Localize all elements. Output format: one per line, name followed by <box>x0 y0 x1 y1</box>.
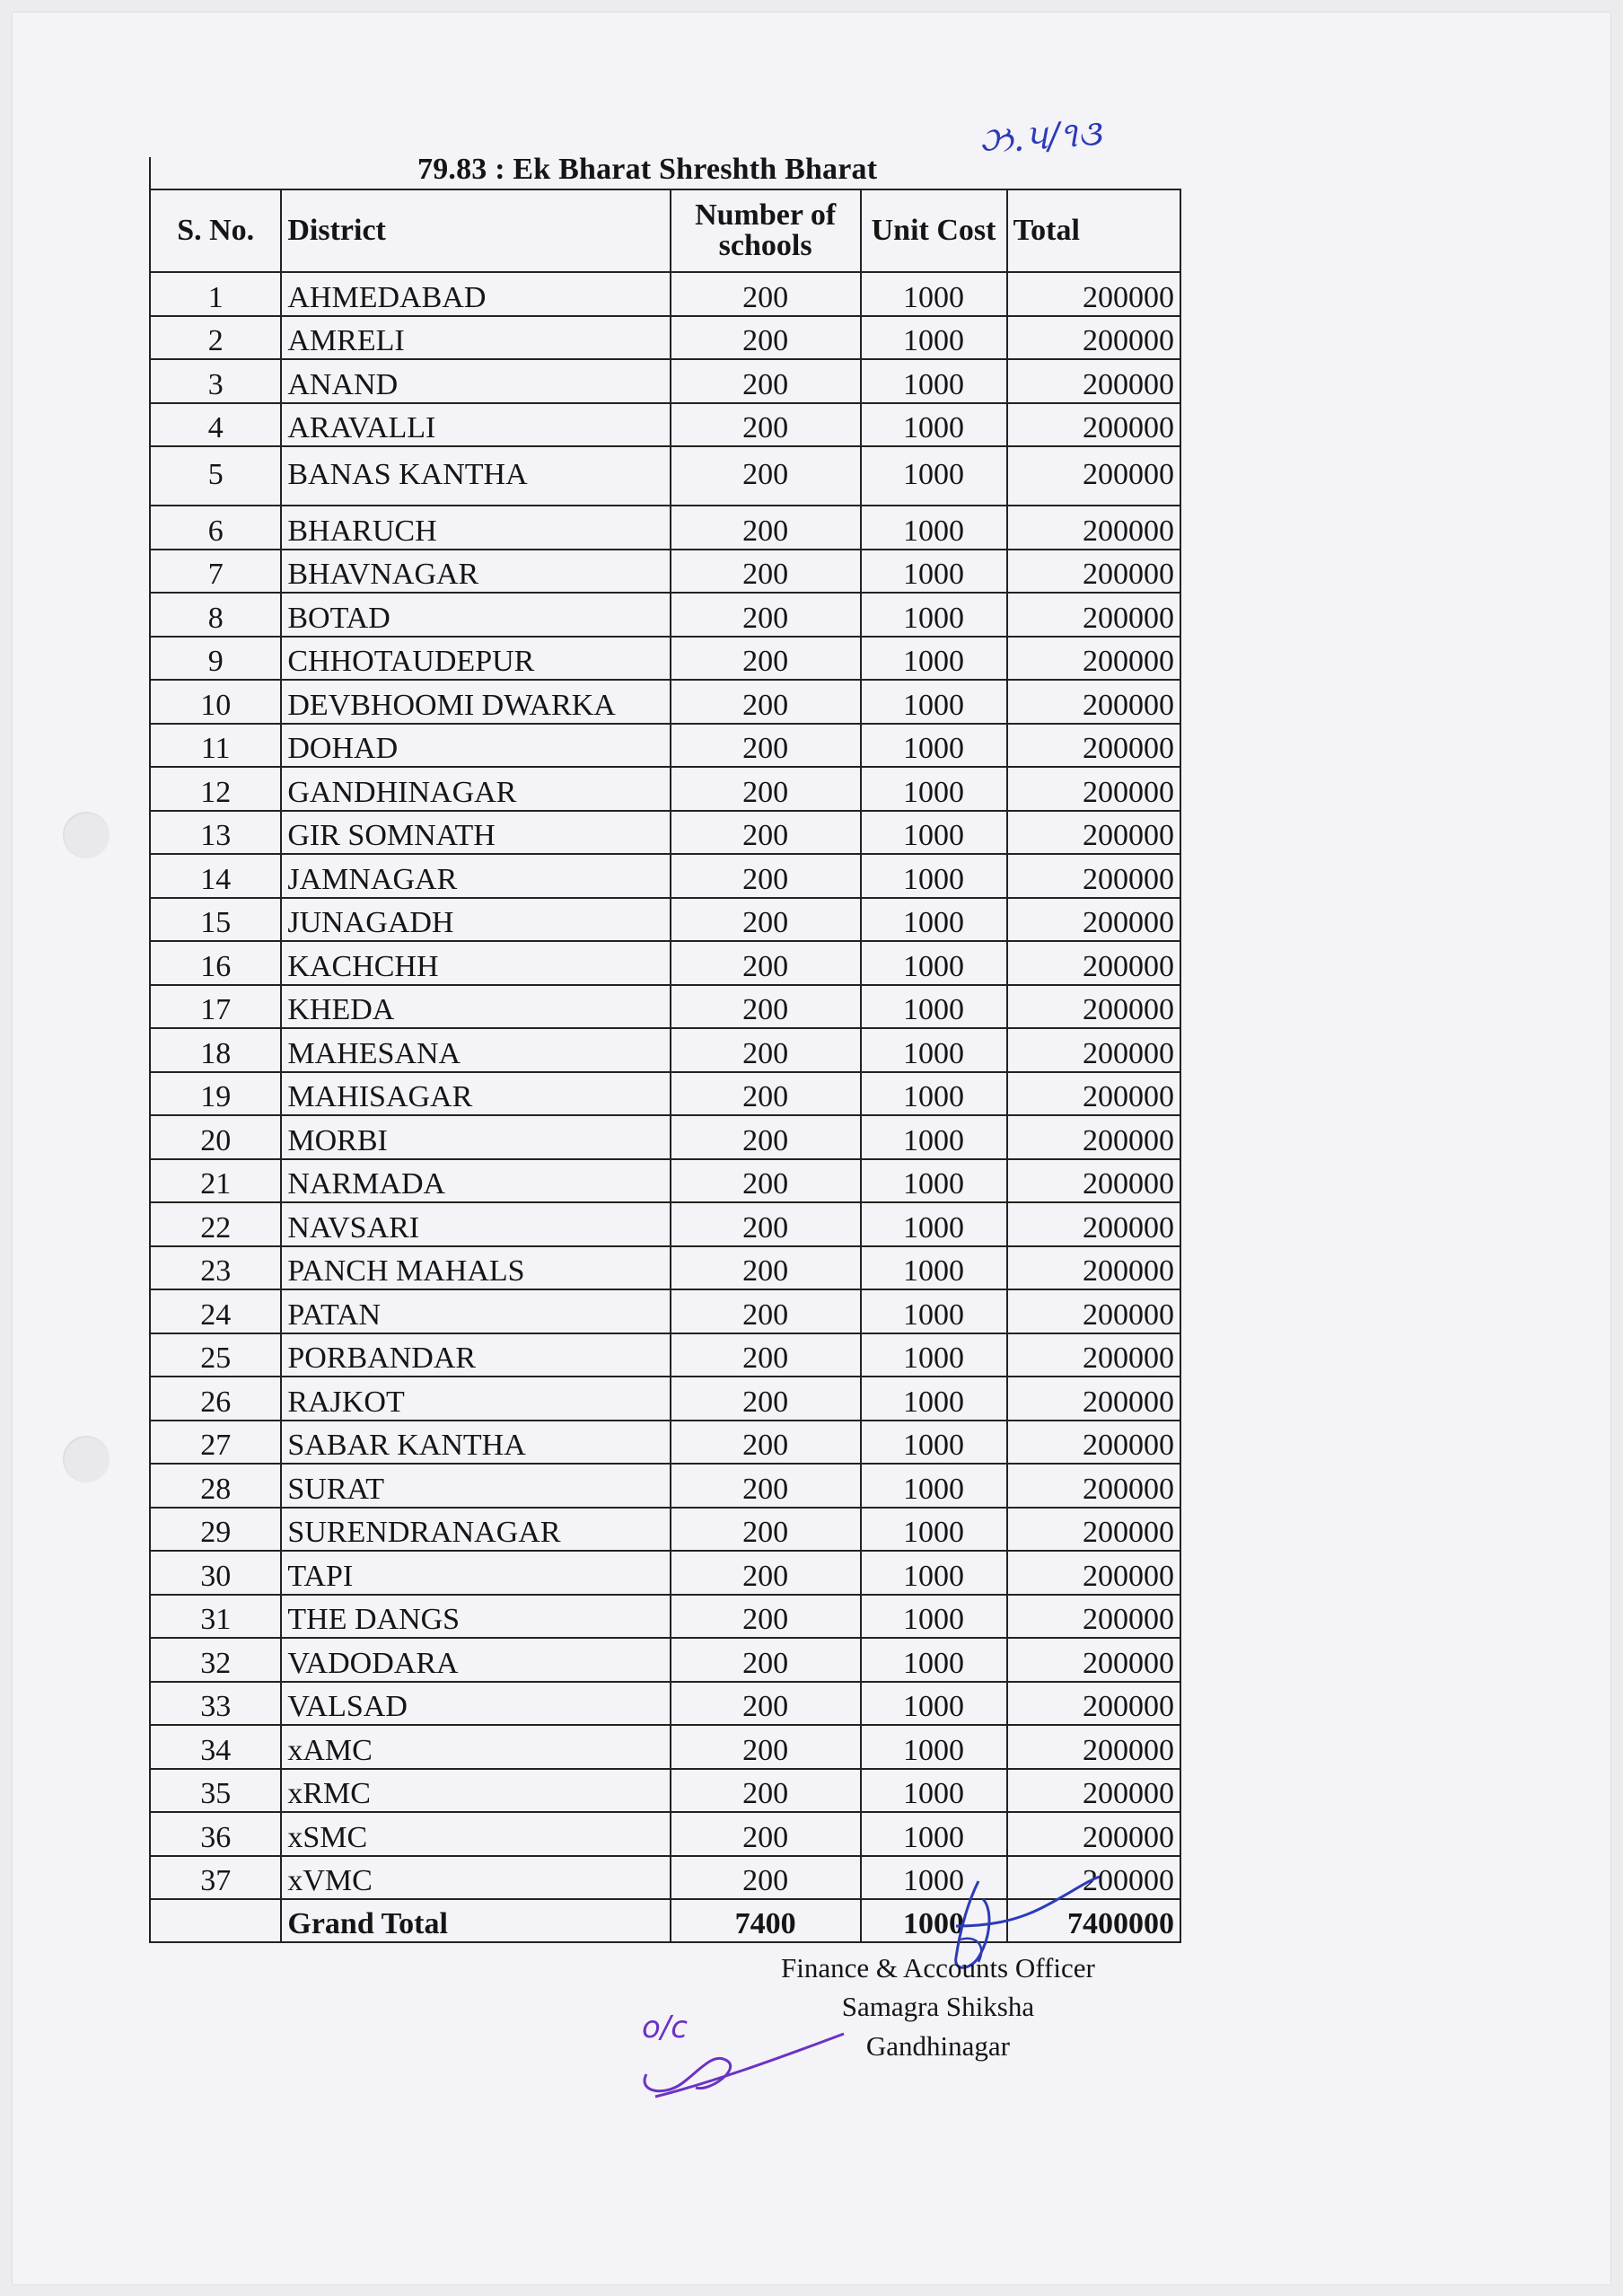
row-district: KHEDA <box>281 985 670 1029</box>
row-unit-cost: 1000 <box>861 1508 1007 1552</box>
row-total: 200000 <box>1007 1072 1180 1116</box>
initials-signature <box>628 2011 862 2110</box>
row-unit-cost: 1000 <box>861 359 1007 403</box>
row-unit-cost: 1000 <box>861 403 1007 447</box>
row-schools: 200 <box>671 637 861 681</box>
row-sno: 30 <box>150 1551 281 1595</box>
row-total: 200000 <box>1007 1202 1180 1246</box>
row-sno: 2 <box>150 316 281 360</box>
punch-hole-bottom <box>63 1436 110 1482</box>
row-sno: 6 <box>150 506 281 550</box>
row-total: 200000 <box>1007 1028 1180 1072</box>
row-sno: 8 <box>150 593 281 637</box>
row-unit-cost: 1000 <box>861 1289 1007 1333</box>
grand-total-sno-cell <box>150 1899 281 1942</box>
row-unit-cost: 1000 <box>861 1682 1007 1726</box>
table-row <box>150 854 1180 898</box>
row-district: NAVSARI <box>281 1202 670 1246</box>
table-row <box>150 1377 1180 1421</box>
row-district: ARAVALLI <box>281 403 670 447</box>
table-row <box>150 593 1180 637</box>
row-schools: 200 <box>671 811 861 855</box>
row-total: 200000 <box>1007 941 1180 985</box>
row-total: 200000 <box>1007 1769 1180 1813</box>
row-schools: 200 <box>671 359 861 403</box>
row-sno: 27 <box>150 1421 281 1465</box>
header-total: Total <box>1007 189 1180 272</box>
grand-total-schools: 7400 <box>671 1899 861 1942</box>
row-district: MAHESANA <box>281 1028 670 1072</box>
row-schools: 200 <box>671 1856 861 1900</box>
row-schools: 200 <box>671 446 861 506</box>
table-row <box>150 1551 1180 1595</box>
row-total: 200000 <box>1007 724 1180 768</box>
row-sno: 23 <box>150 1246 281 1290</box>
row-total: 200000 <box>1007 637 1180 681</box>
row-schools: 200 <box>671 767 861 811</box>
row-total: 200000 <box>1007 1421 1180 1465</box>
row-unit-cost: 1000 <box>861 550 1007 594</box>
row-total: 200000 <box>1007 1638 1180 1682</box>
row-sno: 5 <box>150 446 281 506</box>
row-total: 200000 <box>1007 1377 1180 1421</box>
row-schools: 200 <box>671 1551 861 1595</box>
row-unit-cost: 1000 <box>861 593 1007 637</box>
row-sno: 11 <box>150 724 281 768</box>
row-unit-cost: 1000 <box>861 854 1007 898</box>
row-schools: 200 <box>671 854 861 898</box>
table-row <box>150 1115 1180 1159</box>
document-title: 79.83 : Ek Bharat Shreshth Bharat <box>417 153 878 186</box>
header-number-of-schools: Number of schools <box>671 189 861 272</box>
row-unit-cost: 1000 <box>861 1464 1007 1508</box>
row-district: DOHAD <box>281 724 670 768</box>
row-total: 200000 <box>1007 1856 1180 1900</box>
row-unit-cost: 1000 <box>861 1115 1007 1159</box>
row-schools: 200 <box>671 941 861 985</box>
row-sno: 4 <box>150 403 281 447</box>
row-schools: 200 <box>671 403 861 447</box>
handwritten-initials-note: o/c <box>642 2010 688 2045</box>
officer-organisation: Samagra Shiksha <box>841 1991 1035 2023</box>
row-unit-cost: 1000 <box>861 506 1007 550</box>
table-row <box>150 680 1180 724</box>
grand-total-unit-cost: 1000 <box>861 1899 1007 1942</box>
row-unit-cost: 1000 <box>861 985 1007 1029</box>
row-sno: 15 <box>150 898 281 942</box>
row-district: TAPI <box>281 1551 670 1595</box>
table-row <box>150 506 1180 550</box>
table-row <box>150 272 1180 316</box>
row-district: BHAVNAGAR <box>281 550 670 594</box>
row-unit-cost: 1000 <box>861 1725 1007 1769</box>
row-unit-cost: 1000 <box>861 1812 1007 1856</box>
row-sno: 32 <box>150 1638 281 1682</box>
row-total: 200000 <box>1007 898 1180 942</box>
table-row <box>150 811 1180 855</box>
row-total: 200000 <box>1007 1812 1180 1856</box>
row-sno: 31 <box>150 1595 281 1639</box>
row-sno: 18 <box>150 1028 281 1072</box>
row-sno: 13 <box>150 811 281 855</box>
row-district: DEVBHOOMI DWARKA <box>281 680 670 724</box>
table-row <box>150 1289 1180 1333</box>
row-unit-cost: 1000 <box>861 1551 1007 1595</box>
row-sno: 24 <box>150 1289 281 1333</box>
row-schools: 200 <box>671 1246 861 1290</box>
row-sno: 19 <box>150 1072 281 1116</box>
row-schools: 200 <box>671 272 861 316</box>
row-sno: 3 <box>150 359 281 403</box>
row-district: VALSAD <box>281 1682 670 1726</box>
row-schools: 200 <box>671 1682 861 1726</box>
table-body <box>150 272 1180 1899</box>
table-row <box>150 1595 1180 1639</box>
row-sno: 36 <box>150 1812 281 1856</box>
header-district: District <box>281 189 670 272</box>
row-sno: 26 <box>150 1377 281 1421</box>
row-total: 200000 <box>1007 1595 1180 1639</box>
row-district: JAMNAGAR <box>281 854 670 898</box>
row-district: SABAR KANTHA <box>281 1421 670 1465</box>
row-district: PORBANDAR <box>281 1333 670 1377</box>
row-district: xRMC <box>281 1769 670 1813</box>
row-total: 200000 <box>1007 1725 1180 1769</box>
row-district: ANAND <box>281 359 670 403</box>
row-schools: 200 <box>671 724 861 768</box>
table-row <box>150 1682 1180 1726</box>
row-sno: 10 <box>150 680 281 724</box>
row-district: GANDHINAGAR <box>281 767 670 811</box>
row-sno: 20 <box>150 1115 281 1159</box>
row-total: 200000 <box>1007 1115 1180 1159</box>
row-unit-cost: 1000 <box>861 1377 1007 1421</box>
table-row <box>150 941 1180 985</box>
table-row <box>150 1508 1180 1552</box>
table-row <box>150 1725 1180 1769</box>
table-row <box>150 1333 1180 1377</box>
grand-total-amount: 7400000 <box>1007 1899 1180 1942</box>
row-schools: 200 <box>671 1333 861 1377</box>
row-total: 200000 <box>1007 272 1180 316</box>
row-district: RAJKOT <box>281 1377 670 1421</box>
row-sno: 37 <box>150 1856 281 1900</box>
header-unit-cost: Unit Cost <box>861 189 1007 272</box>
row-unit-cost: 1000 <box>861 1856 1007 1900</box>
row-unit-cost: 1000 <box>861 941 1007 985</box>
row-total: 200000 <box>1007 1682 1180 1726</box>
row-district: KACHCHH <box>281 941 670 985</box>
row-unit-cost: 1000 <box>861 1769 1007 1813</box>
row-schools: 200 <box>671 1115 861 1159</box>
row-district: PATAN <box>281 1289 670 1333</box>
row-district: CHHOTAUDEPUR <box>281 637 670 681</box>
row-district: BANAS KANTHA <box>281 446 670 506</box>
row-district: MAHISAGAR <box>281 1072 670 1116</box>
row-schools: 200 <box>671 1638 861 1682</box>
row-unit-cost: 1000 <box>861 1072 1007 1116</box>
row-total: 200000 <box>1007 811 1180 855</box>
row-total: 200000 <box>1007 985 1180 1029</box>
row-district: THE DANGS <box>281 1595 670 1639</box>
row-sno: 21 <box>150 1159 281 1203</box>
row-unit-cost: 1000 <box>861 811 1007 855</box>
officer-location: Gandhinagar <box>865 2029 1010 2062</box>
table-row <box>150 1072 1180 1116</box>
row-district: BOTAD <box>281 593 670 637</box>
row-total: 200000 <box>1007 446 1180 506</box>
handwritten-date-note: ઝ.૫/૧૩ <box>977 112 1103 163</box>
row-schools: 200 <box>671 1812 861 1856</box>
table-row <box>150 550 1180 594</box>
row-total: 200000 <box>1007 1333 1180 1377</box>
table-row <box>150 1202 1180 1246</box>
table-row <box>150 724 1180 768</box>
table-row <box>150 767 1180 811</box>
row-total: 200000 <box>1007 403 1180 447</box>
row-sno: 34 <box>150 1725 281 1769</box>
row-sno: 14 <box>150 854 281 898</box>
table-header-row <box>150 189 1180 272</box>
row-schools: 200 <box>671 985 861 1029</box>
row-unit-cost: 1000 <box>861 316 1007 360</box>
row-sno: 22 <box>150 1202 281 1246</box>
row-total: 200000 <box>1007 767 1180 811</box>
row-total: 200000 <box>1007 854 1180 898</box>
table-row <box>150 898 1180 942</box>
row-district: xVMC <box>281 1856 670 1900</box>
row-sno: 17 <box>150 985 281 1029</box>
row-unit-cost: 1000 <box>861 1595 1007 1639</box>
row-district: SURAT <box>281 1464 670 1508</box>
row-district: MORBI <box>281 1115 670 1159</box>
grand-total-label: Grand Total <box>281 1899 670 1942</box>
table-row <box>150 1638 1180 1682</box>
row-unit-cost: 1000 <box>861 1638 1007 1682</box>
table-row <box>150 985 1180 1029</box>
row-schools: 200 <box>671 1595 861 1639</box>
row-schools: 200 <box>671 1202 861 1246</box>
row-schools: 200 <box>671 1421 861 1465</box>
row-unit-cost: 1000 <box>861 1202 1007 1246</box>
row-sno: 1 <box>150 272 281 316</box>
row-unit-cost: 1000 <box>861 1421 1007 1465</box>
row-district: AHMEDABAD <box>281 272 670 316</box>
row-unit-cost: 1000 <box>861 1028 1007 1072</box>
table-left-rule <box>149 157 151 193</box>
row-total: 200000 <box>1007 593 1180 637</box>
row-unit-cost: 1000 <box>861 1246 1007 1290</box>
row-schools: 200 <box>671 506 861 550</box>
row-sno: 12 <box>150 767 281 811</box>
table-row <box>150 1159 1180 1203</box>
row-schools: 200 <box>671 1028 861 1072</box>
row-total: 200000 <box>1007 1551 1180 1595</box>
row-schools: 200 <box>671 550 861 594</box>
row-sno: 25 <box>150 1333 281 1377</box>
row-sno: 33 <box>150 1682 281 1726</box>
row-total: 200000 <box>1007 680 1180 724</box>
table-row <box>150 316 1180 360</box>
row-sno: 16 <box>150 941 281 985</box>
row-total: 200000 <box>1007 550 1180 594</box>
district-budget-table <box>149 189 1181 1943</box>
row-unit-cost: 1000 <box>861 680 1007 724</box>
row-schools: 200 <box>671 1769 861 1813</box>
row-schools: 200 <box>671 680 861 724</box>
row-total: 200000 <box>1007 359 1180 403</box>
punch-hole-top <box>63 812 110 858</box>
row-district: BHARUCH <box>281 506 670 550</box>
row-district: AMRELI <box>281 316 670 360</box>
table-row <box>150 403 1180 447</box>
row-unit-cost: 1000 <box>861 767 1007 811</box>
table-row <box>150 1812 1180 1856</box>
row-district: xAMC <box>281 1725 670 1769</box>
table-row <box>150 1028 1180 1072</box>
row-schools: 200 <box>671 593 861 637</box>
row-district: NARMADA <box>281 1159 670 1203</box>
row-unit-cost: 1000 <box>861 272 1007 316</box>
row-district: GIR SOMNATH <box>281 811 670 855</box>
row-unit-cost: 1000 <box>861 1159 1007 1203</box>
row-schools: 200 <box>671 1725 861 1769</box>
table-row <box>150 359 1180 403</box>
row-total: 200000 <box>1007 1246 1180 1290</box>
row-schools: 200 <box>671 1072 861 1116</box>
row-schools: 200 <box>671 1377 861 1421</box>
row-district: SURENDRANAGAR <box>281 1508 670 1552</box>
row-sno: 35 <box>150 1769 281 1813</box>
row-sno: 29 <box>150 1508 281 1552</box>
header-sno: S. No. <box>150 189 281 272</box>
table-row <box>150 637 1180 681</box>
row-district: PANCH MAHALS <box>281 1246 670 1290</box>
row-schools: 200 <box>671 1464 861 1508</box>
row-unit-cost: 1000 <box>861 446 1007 506</box>
row-schools: 200 <box>671 898 861 942</box>
table-row <box>150 1769 1180 1813</box>
row-schools: 200 <box>671 1159 861 1203</box>
row-total: 200000 <box>1007 1159 1180 1203</box>
row-schools: 200 <box>671 1289 861 1333</box>
table-row <box>150 1421 1180 1465</box>
table-row <box>150 446 1180 506</box>
table-row <box>150 1246 1180 1290</box>
row-total: 200000 <box>1007 1464 1180 1508</box>
table-row <box>150 1464 1180 1508</box>
row-schools: 200 <box>671 316 861 360</box>
row-unit-cost: 1000 <box>861 724 1007 768</box>
officer-designation: Finance & Accounts Officer <box>781 1952 1095 1984</box>
row-district: JUNAGADH <box>281 898 670 942</box>
row-unit-cost: 1000 <box>861 637 1007 681</box>
row-sno: 7 <box>150 550 281 594</box>
row-total: 200000 <box>1007 1289 1180 1333</box>
row-total: 200000 <box>1007 506 1180 550</box>
row-total: 200000 <box>1007 1508 1180 1552</box>
row-unit-cost: 1000 <box>861 898 1007 942</box>
row-sno: 28 <box>150 1464 281 1508</box>
row-total: 200000 <box>1007 316 1180 360</box>
row-schools: 200 <box>671 1508 861 1552</box>
row-sno: 9 <box>150 637 281 681</box>
row-unit-cost: 1000 <box>861 1333 1007 1377</box>
row-district: xSMC <box>281 1812 670 1856</box>
row-district: VADODARA <box>281 1638 670 1682</box>
